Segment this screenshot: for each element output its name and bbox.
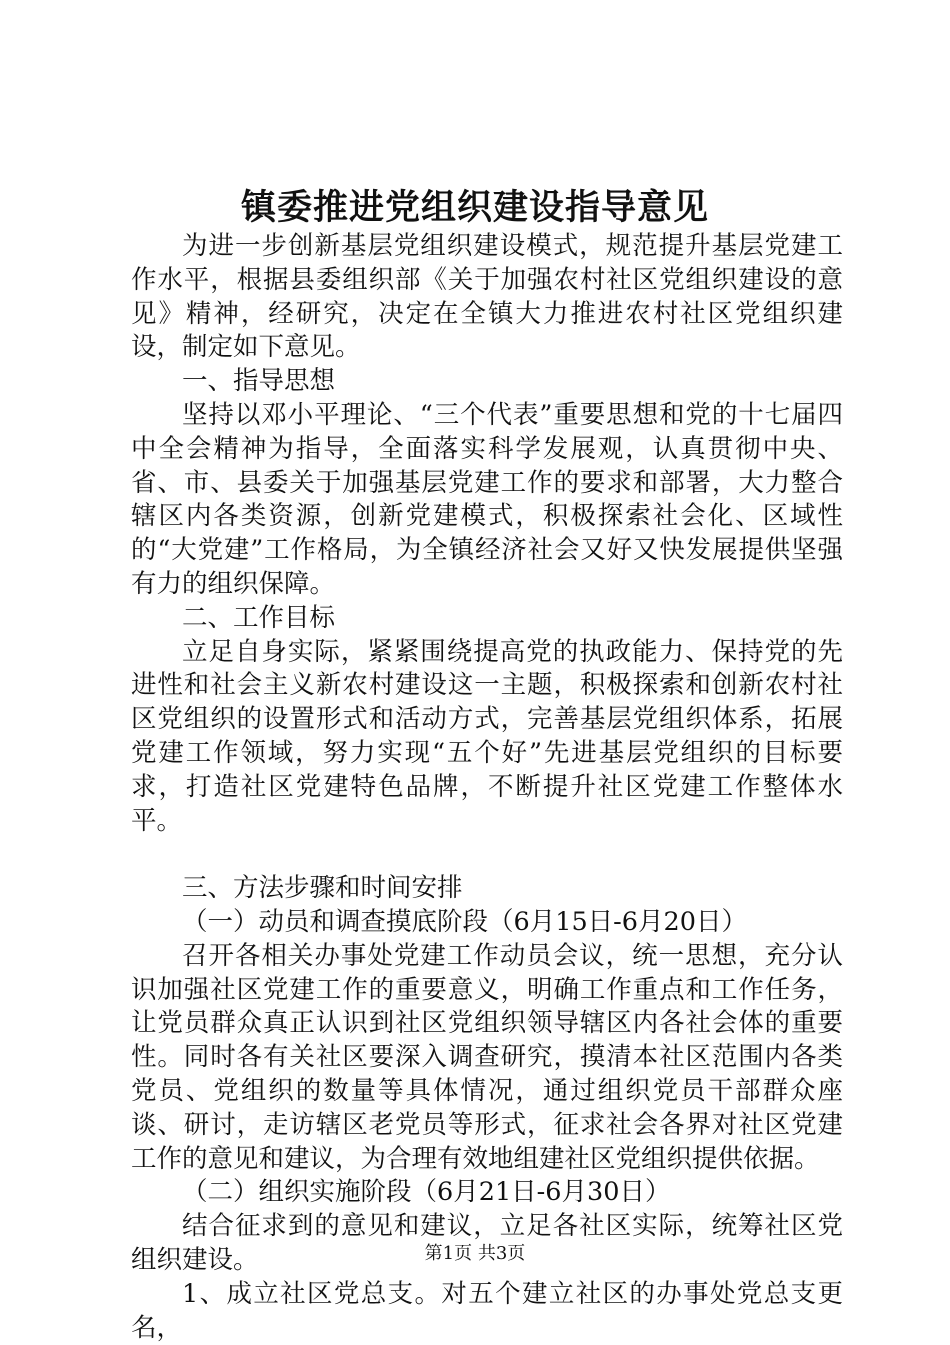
section-heading-work-goals: 二、工作目标 — [182, 602, 336, 633]
subsection-heading-phase-one: （一）动员和调查摸底阶段（6月15日-6月20日） — [182, 906, 747, 937]
paragraph-work-goals: 立足自身实际，紧紧围绕提高党的执政能力、保持党的先进性和社会主义新农村建设这一主题，积极探索和创新农村社区党组织的设置形式和活动方式，完善基层党组织体系，拓展党建工作领域，努力实现“五个好”先进基层党组织的目标要求，打造社区党建特色品牌，不断提升社区党建工作整体水平。 — [131, 636, 843, 836]
paragraph-phase-two: 结合征求到的意见和建议，立足各社区实际，统筹社区党组织建设。 — [131, 1211, 843, 1275]
document-body — [131, 230, 843, 1345]
page-footer: 第1页 共3页 — [424, 1243, 526, 1264]
list-item-1: 1、成立社区党总支。对五个建立社区的办事处党总支更名， — [131, 1278, 843, 1343]
paragraph-phase-one: 召开各相关办事处党建工作动员会议，统一思想，充分认识加强社区党建工作的重要意义，明确工作重点和工作任务，让党员群众真正认识到社区党组织领导辖区内各社会体的重要性。同时各有关社区要深入调查研究，摸清本社区范围内各类党员、党组织的数量等具体情况，通过组织党员干部群众座谈、研讨，走访辖区老党员等形式，征求社会各界对社区党建工作的意见和建议，为合理有效地组建社区党组织提供依据。 — [131, 940, 843, 1174]
document-title: 镇委推进党组织建设指导意见 — [240, 187, 709, 228]
paragraph-guiding-ideology: 坚持以邓小平理论、“三个代表”重要思想和党的十七届四中全会精神为指导，全面落实科学发展观，认真贯彻中央、省、市、县委关于加强基层党建工作的要求和部署，大力整合辖区内各类资源，创新党建模式，积极探索社会化、区域性的“大党建”工作格局，为全镇经济社会又好又快发展提供坚强有力的组织保障。 — [131, 399, 843, 599]
subsection-heading-phase-two: （二）组织实施阶段（6月21日-6月30日） — [182, 1177, 671, 1208]
section-heading-guiding-ideology: 一、指导思想 — [182, 366, 336, 397]
paragraph-intro: 为进一步创新基层党组织建设模式，规范提升基层党建工作水平，根据县委组织部《关于加强农村社区党组织建设的意见》精神，经研究，决定在全镇大力推进农村社区党组织建设，制定如下意见。 — [131, 231, 843, 363]
blank-line — [131, 838, 843, 872]
section-heading-methods: 三、方法步骤和时间安排 — [182, 873, 463, 904]
